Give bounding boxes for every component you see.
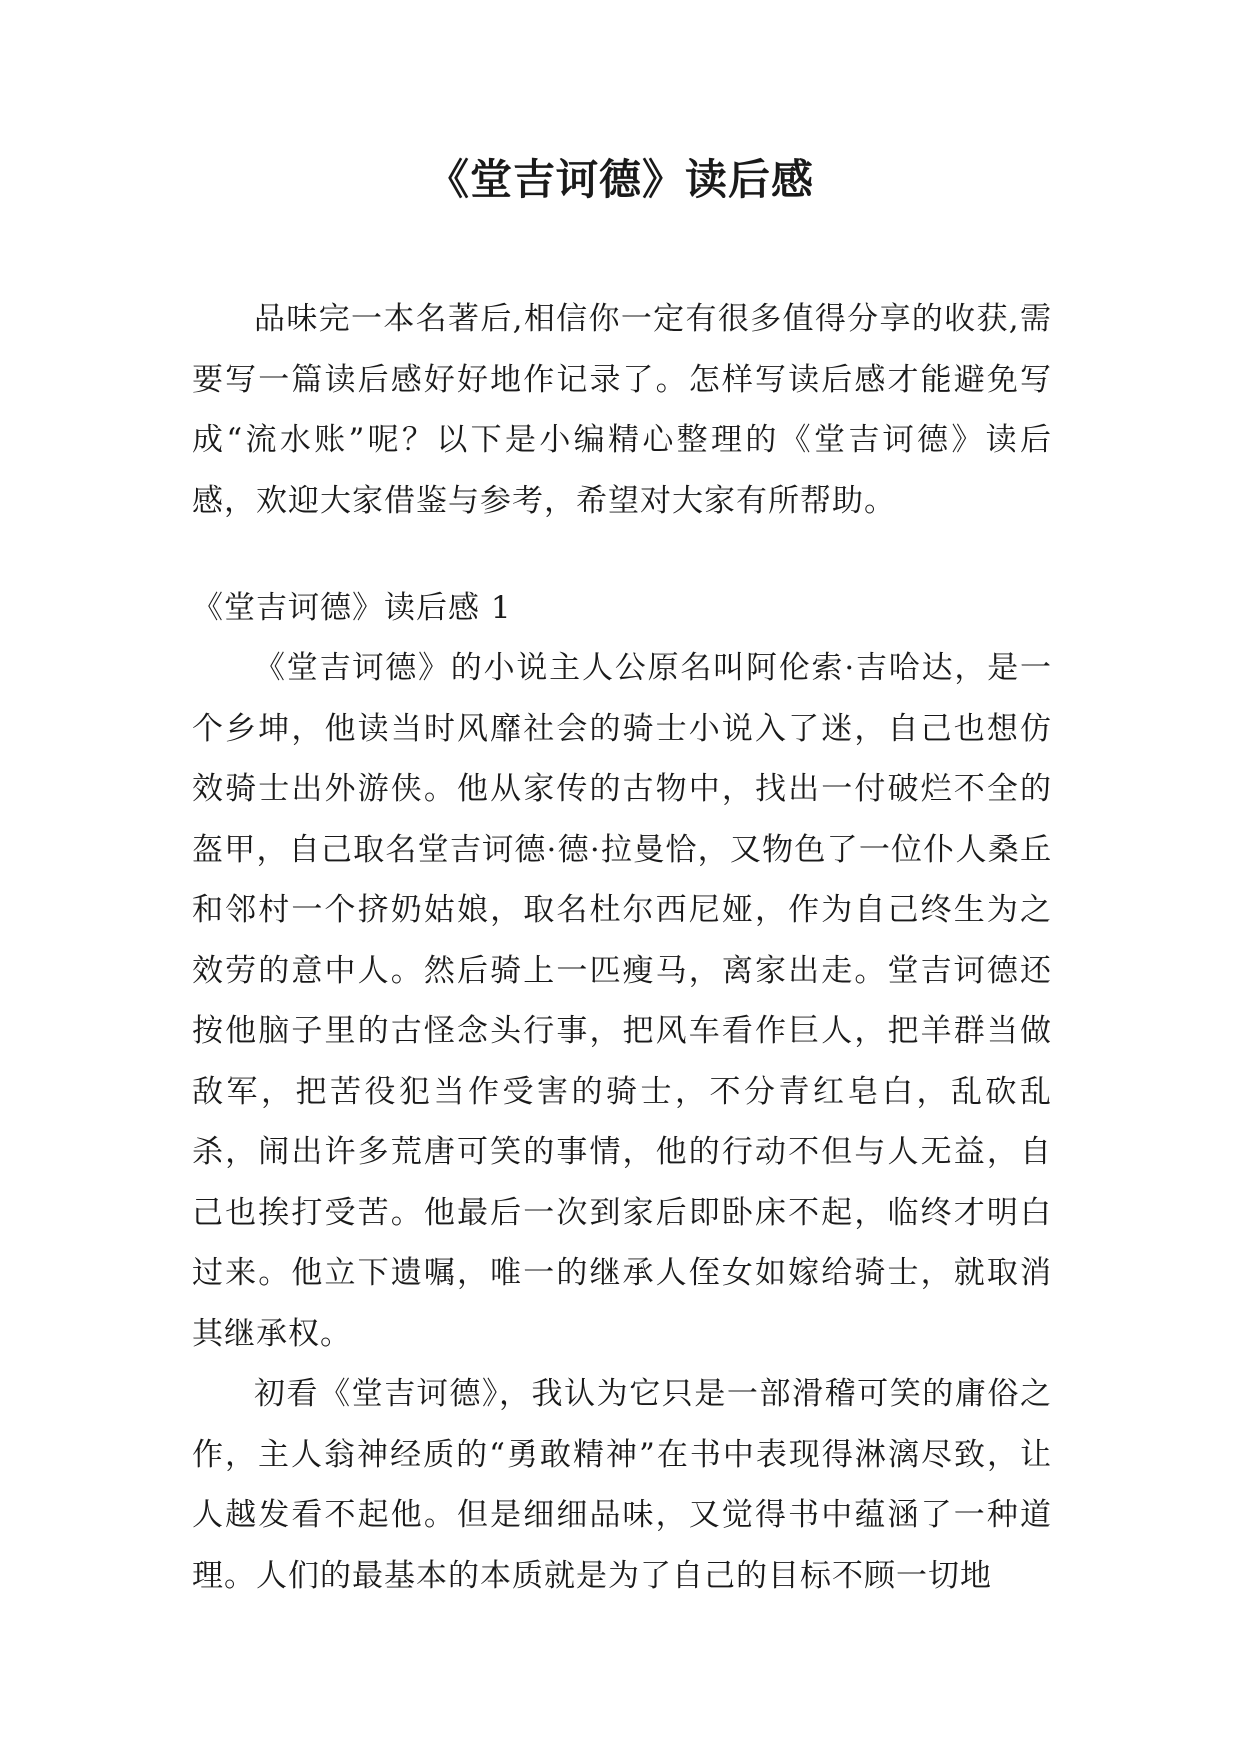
intro-paragraph: 品味完一本名著后,相信你一定有很多值得分享的收获,需要写一篇读后感好好地作记录了。怎样写读后感才能避免写成“流水账”呢？以下是小编精心整理的《堂吉诃德》读后感，欢迎大家借鉴与参考，希望对大家有所帮助。 (192, 301, 1052, 519)
section-content (192, 638, 1052, 1606)
section-heading: 《堂吉诃德》读后感 1 (192, 590, 512, 626)
document-title: 《堂吉诃德》读后感 (426, 155, 814, 204)
body-paragraph-2: 初看《堂吉诃德》，我认为它只是一部滑稽可笑的庸俗之作，主人翁神经质的“勇敢精神”在书中表现得淋漓尽致，让人越发看不起他。但是细细品味，又觉得书中蕴涵了一种道理。人们的最基本的本质就是为了自己的目标不顾一切地 (192, 1376, 1052, 1594)
body-paragraph-1: 《堂吉诃德》的小说主人公原名叫阿伦索·吉哈达，是一个乡坤，他读当时风靡社会的骑士小说入了迷，自己也想仿效骑士出外游侠。他从家传的古物中，找出一付破烂不全的盔甲，自己取名堂吉诃德·德·拉曼恰，又物色了一位仆人桑丘和邻村一个挤奶姑娘，取名杜尔西尼娅，作为自己终生为之效劳的意中人。然后骑上一匹瘦马，离家出走。堂吉诃德还按他脑子里的古怪念头行事，把风车看作巨人，把羊群当做敌军，把苦役犯当作受害的骑士，不分青红皂白，乱砍乱杀，闹出许多荒唐可笑的事情，他的行动不但与人无益，自己也挨打受苦。他最后一次到家后即卧床不起，临终才明白过来。他立下遗嘱，唯一的继承人侄女如嫁给骑士，就取消其继承权。 (192, 650, 1052, 1352)
intro-block (192, 289, 1052, 531)
